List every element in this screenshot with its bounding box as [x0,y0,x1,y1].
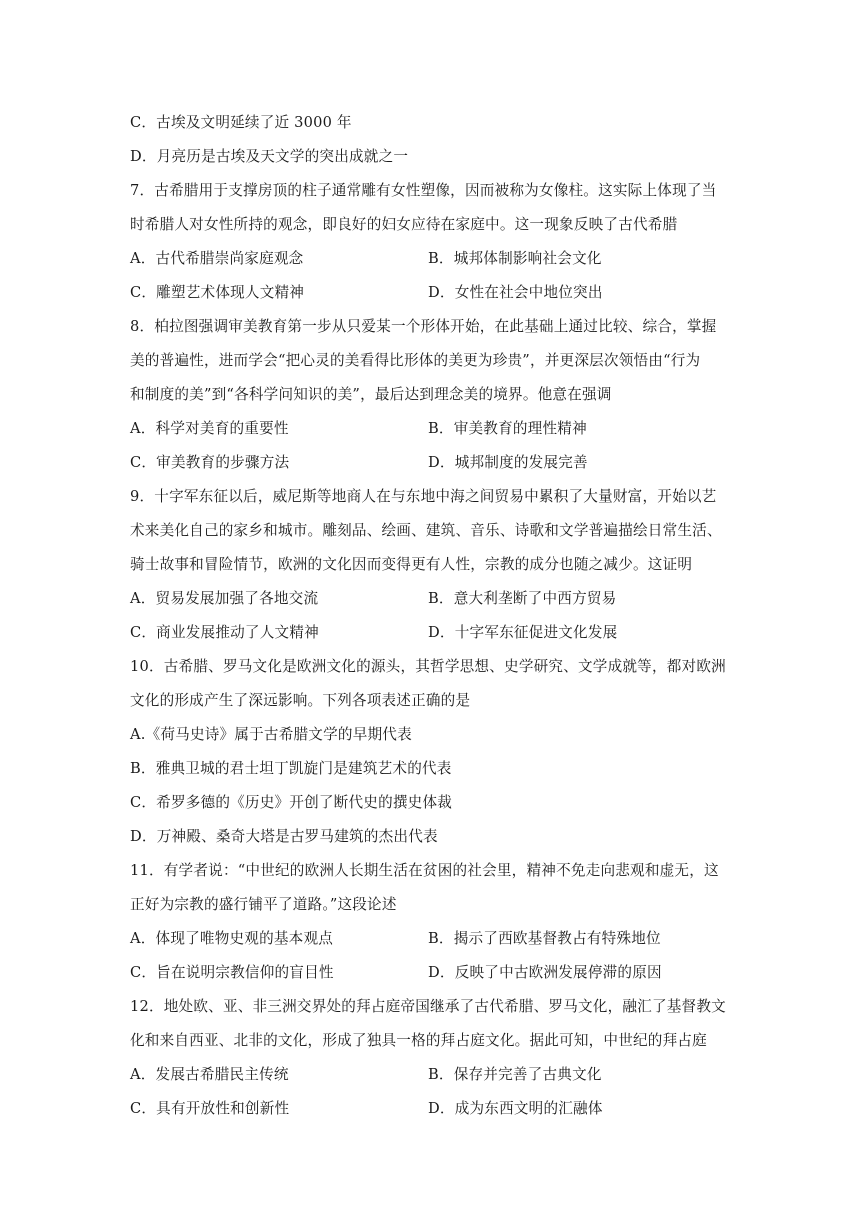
q8-option-a: A．科学对美育的重要性 [130,420,289,437]
q9-option-d: D．十字军东征促进文化发展 [428,624,618,641]
q7-option-a: A．古代希腊崇尚家庭观念 [130,250,304,267]
q7-option-c: C．雕塑艺术体现人文精神 [130,284,305,301]
q12-options-row-1 [130,1058,730,1092]
q12-option-b: B．保存并完善了古典文化 [428,1066,602,1083]
q7-option-b: B．城邦体制影响社会文化 [428,250,602,267]
q8-stem-line-1: 8．柏拉图强调审美教育第一步从只爱某一个形体开始，在此基础上通过比较、综合，掌握 [130,318,717,335]
q9-option-c: C．商业发展推动了人文精神 [130,624,319,641]
q12-option-c: C．具有开放性和创新性 [130,1100,290,1117]
q6-option-d: D．月亮历是古埃及天文学的突出成就之一 [130,148,409,165]
q11-stem-line-1: 11．有学者说：“中世纪的欧洲人长期生活在贫困的社会里，精神不免走向悲观和虚无，这 [130,862,719,879]
q10-stem-line-2: 文化的形成产生了深远影响。下列各项表述正确的是 [130,692,471,709]
q11-options-row-2 [130,956,730,990]
q11-option-c: C．旨在说明宗教信仰的盲目性 [130,964,334,981]
q8-option-c: C．审美教育的步骤方法 [130,454,290,471]
q6-option-c: C．古埃及文明延续了近 3000 年 [130,114,352,131]
q10-option-d: D．万神殿、桑奇大塔是古罗马建筑的杰出代表 [130,828,438,845]
q9-stem-line-3: 骑士故事和冒险情节，欧洲的文化因而变得更有人性，宗教的成分也随之减少。这证明 [130,556,693,573]
q9-options-row-2 [130,616,730,650]
q9-option-a: A．贸易发展加强了各地交流 [130,590,319,607]
q12-options-row-2 [130,1092,730,1126]
q7-options-row-2 [130,276,730,310]
q7-option-d: D．女性在社会中地位突出 [428,284,603,301]
q8-option-d: D．城邦制度的发展完善 [428,454,588,471]
q7-options-row-1 [130,242,730,276]
q8-stem-line-2: 美的普遍性，进而学会“把心灵的美看得比形体的美更为珍贵”，并更深层次领悟由“行为 [130,352,701,369]
q12-option-d: D．成为东西文明的汇融体 [428,1100,603,1117]
q9-stem-line-2: 术来美化自己的家乡和城市。雕刻品、绘画、建筑、音乐、诗歌和文学普遍描绘日常生活、 [130,522,722,539]
q11-stem-line-2: 正好为宗教的盛行铺平了道路。”这段论述 [130,896,397,913]
q9-options-row-1 [130,582,730,616]
q10-option-b: B．雅典卫城的君士坦丁凯旋门是建筑艺术的代表 [130,760,452,777]
q8-options-row-1 [130,412,730,446]
q11-option-b: B．揭示了西欧基督教占有特殊地位 [428,930,661,947]
q8-option-b: B．审美教育的理性精神 [428,420,587,437]
q11-option-a: A．体现了唯物史观的基本观点 [130,930,334,947]
q7-stem-line-2: 时希腊人对女性所持的观念，即良好的妇女应待在家庭中。这一现象反映了古代希腊 [130,216,678,233]
q8-stem-line-3: 和制度的美”到“各科学问知识的美”，最后达到理念美的境界。他意在强调 [130,386,612,403]
q11-option-d: D．反映了中古欧洲发展停滞的原因 [428,964,662,981]
q12-option-a: A．发展古希腊民主传统 [130,1066,289,1083]
q12-stem-line-2: 化和来自西亚、北非的文化，形成了独具一格的拜占庭文化。据此可知，中世纪的拜占庭 [130,1032,707,1049]
q12-stem-line-1: 12．地处欧、亚、非三洲交界处的拜占庭帝国继承了古代希腊、罗马文化，融汇了基督教文 [130,998,726,1015]
q9-option-b: B．意大利垄断了中西方贸易 [428,590,617,607]
q11-options-row-1 [130,922,730,956]
q10-option-c: C．希罗多德的《历史》开创了断代史的撰史体裁 [130,794,453,811]
q10-stem-line-1: 10．古希腊、罗马文化是欧洲文化的源头，其哲学思想、史学研究、文学成就等，都对欧洲 [130,658,726,675]
q7-stem-line-1: 7．古希腊用于支撑房顶的柱子通常雕有女性塑像，因而被称为女像柱。这实际上体现了当 [130,182,717,199]
exam-page [130,106,730,1126]
q9-stem-line-1: 9．十字军东征以后，威尼斯等地商人在与东地中海之间贸易中累积了大量财富，开始以艺 [130,488,717,505]
q8-options-row-2 [130,446,730,480]
q10-option-a: A.《荷马史诗》属于古希腊文学的早期代表 [130,726,412,743]
